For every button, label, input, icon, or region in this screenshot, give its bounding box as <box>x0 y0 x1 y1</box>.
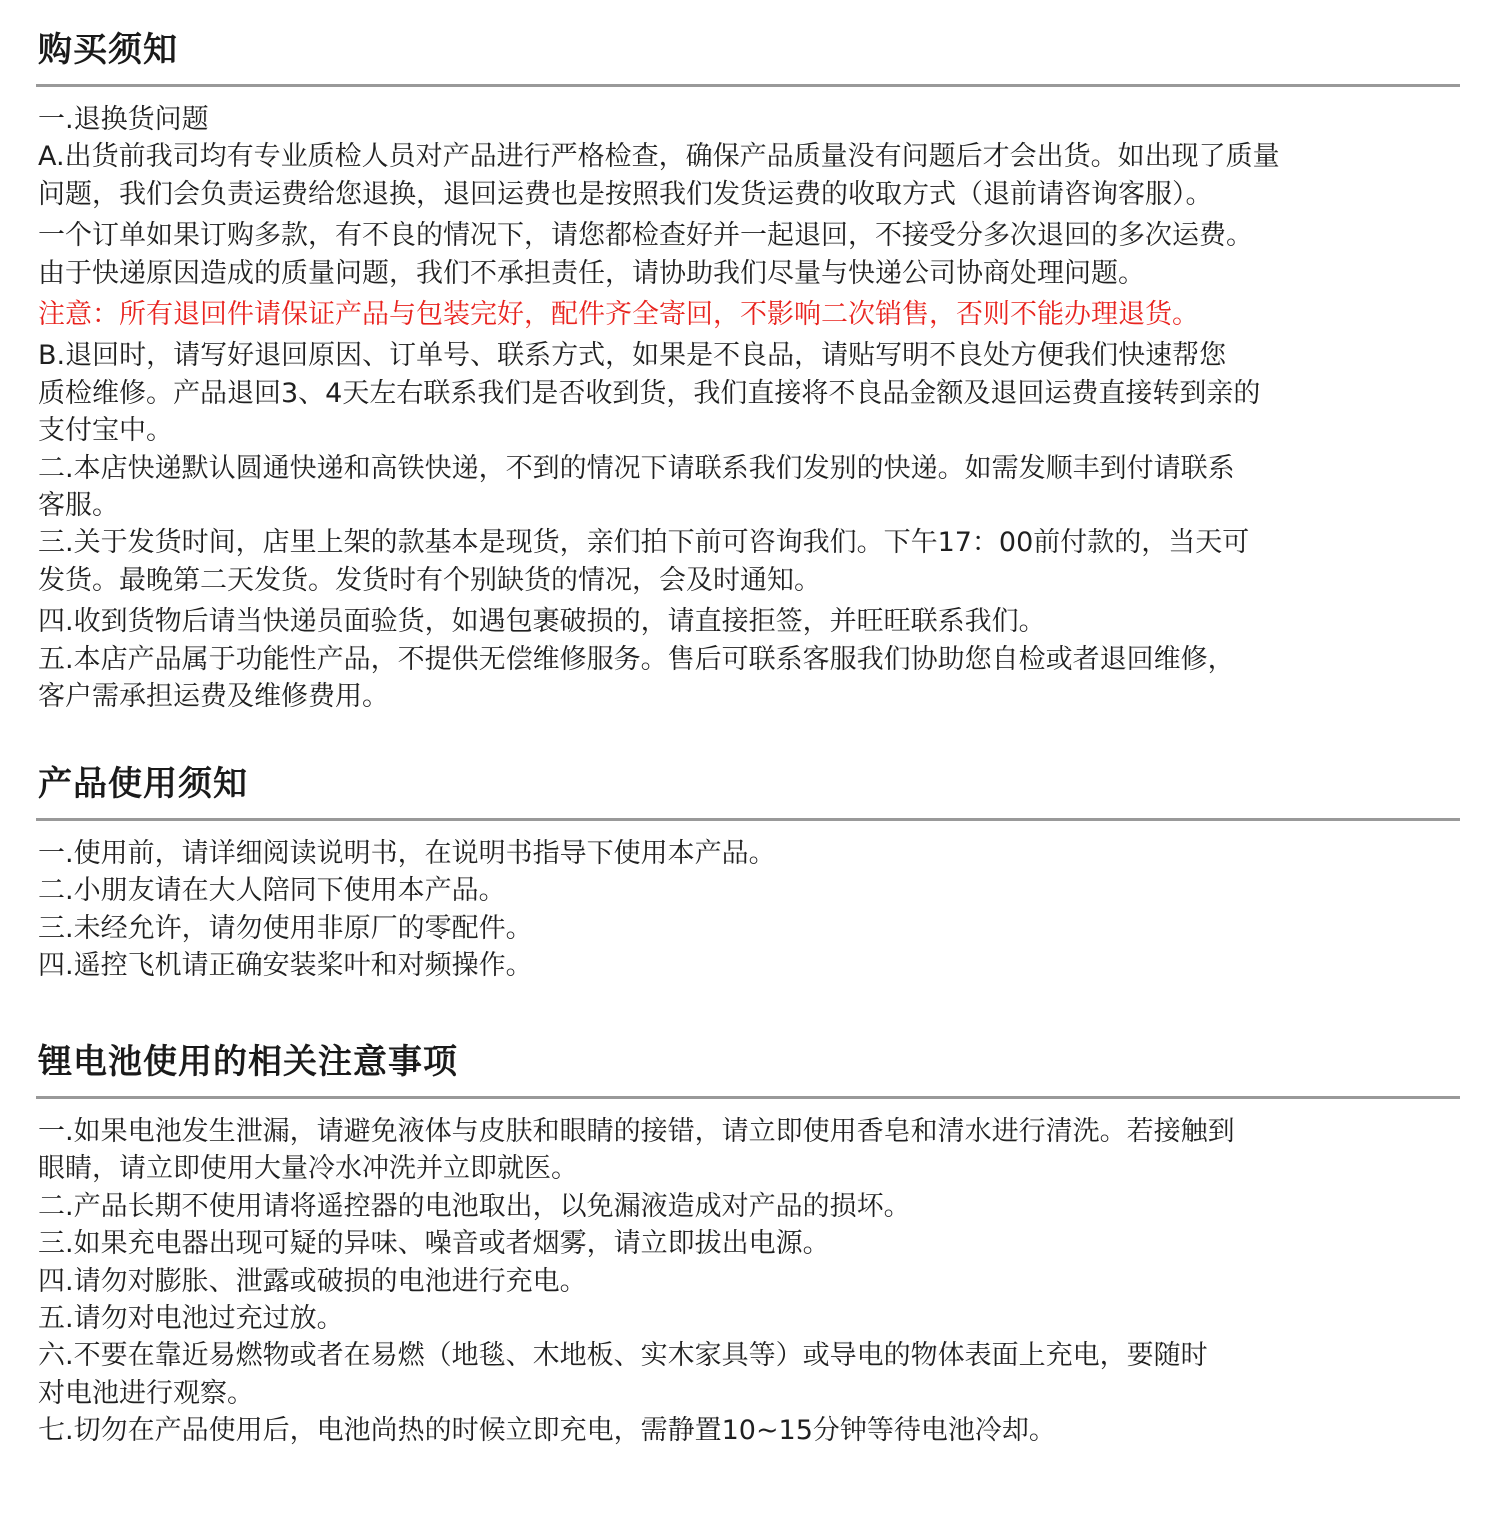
text-line: 七.切勿在产品使用后，电池尚热的时候立即充电，需静置10~15分钟等待电池冷却。 <box>38 1415 1056 1447</box>
text-line: 支付宝中。 <box>38 415 173 447</box>
battery-notice-title: 锂电池使用的相关注意事项 <box>38 1042 458 1082</box>
text-line: 一.使用前，请详细阅读说明书，在说明书指导下使用本产品。 <box>38 838 776 869</box>
text-line: A.出货前我司均有专业质检人员对产品进行严格检查，确保产品质量没有问题后才会出货。如出现了质量 <box>38 141 1280 173</box>
text-line: 四.收到货物后请当快递员面验货，如遇包裹破损的，请直接拒签，并旺旺联系我们。 <box>38 606 1046 638</box>
usage-notice-title: 产品使用须知 <box>38 764 248 804</box>
return-exchange-heading: 一.退换货问题 <box>38 104 209 135</box>
section-divider <box>36 84 1460 87</box>
text-line: B.退回时，请写好退回原因、订单号、联系方式，如果是不良品，请贴写明不良处方便我们快速帮您 <box>38 340 1227 372</box>
text-line: 对电池进行观察。 <box>38 1377 254 1409</box>
text-line: 三.如果充电器出现可疑的异味、噪音或者烟雾，请立即拔出电源。 <box>38 1228 830 1260</box>
text-line: 一.如果电池发生泄漏，请避免液体与皮肤和眼睛的接错，请立即使用香皂和清水进行清洗。若接触到 <box>38 1116 1235 1147</box>
text-line: 一个订单如果订购多款，有不良的情况下，请您都检查好并一起退回，不接受分多次退回的多次运费。 <box>38 220 1253 252</box>
text-line: 四.遥控飞机请正确安装桨叶和对频操作。 <box>38 950 533 982</box>
return-warning-text: 注意：所有退回件请保证产品与包装完好，配件齐全寄回，不影响二次销售，否则不能办理退货。 <box>38 299 1199 331</box>
text-line: 客服。 <box>38 490 119 522</box>
text-line: 质检维修。产品退回3、4天左右联系我们是否收到货，我们直接将不良品金额及退回运费直接转到亲的 <box>38 377 1261 409</box>
section-divider <box>36 1096 1460 1099</box>
text-line: 由于快递原因造成的质量问题，我们不承担责任，请协助我们尽量与快递公司协商处理问题。 <box>38 257 1145 289</box>
text-line: 二.本店快递默认圆通快递和高铁快递，不到的情况下请联系我们发别的快递。如需发顺丰到付请联系 <box>38 452 1235 484</box>
text-line: 客户需承担运费及维修费用。 <box>38 681 389 713</box>
purchase-notice-section <box>36 30 1460 716</box>
battery-notice-body <box>36 1113 1460 1450</box>
text-line: 眼睛，请立即使用大量冷水冲洗并立即就医。 <box>38 1153 578 1185</box>
text-line: 问题，我们会负责运费给您退换，退回运费也是按照我们发货运费的收取方式（退前请咨询客服）。 <box>38 178 1213 210</box>
text-line: 三.关于发货时间，店里上架的款基本是现货，亲们拍下前可咨询我们。下午17：00前付款的，当天可 <box>38 527 1250 559</box>
purchase-notice-body <box>36 101 1460 716</box>
text-line: 四.请勿对膨胀、泄露或破损的电池进行充电。 <box>38 1265 587 1297</box>
text-line: 六.不要在靠近易燃物或者在易燃（地毯、木地板、实木家具等）或导电的物体表面上充电，要随时 <box>38 1340 1208 1372</box>
section-divider <box>36 818 1460 821</box>
text-line: 五.本店产品属于功能性产品，不提供无偿维修服务。售后可联系客服我们协助您自检或者退回维修， <box>38 643 1235 675</box>
usage-notice-section <box>36 764 1460 985</box>
text-line: 二.产品长期不使用请将遥控器的电池取出，以免漏液造成对产品的损坏。 <box>38 1190 911 1222</box>
text-line: 三.未经允许，请勿使用非原厂的零配件。 <box>38 912 533 944</box>
usage-notice-body <box>36 835 1460 985</box>
text-line: 发货。最晚第二天发货。发货时有个别缺货的情况，会及时通知。 <box>38 564 821 596</box>
battery-notice-section <box>36 1042 1460 1450</box>
purchase-notice-title: 购买须知 <box>38 30 178 70</box>
text-line: 二.小朋友请在大人陪同下使用本产品。 <box>38 875 506 907</box>
text-line: 五.请勿对电池过充过放。 <box>38 1303 344 1335</box>
